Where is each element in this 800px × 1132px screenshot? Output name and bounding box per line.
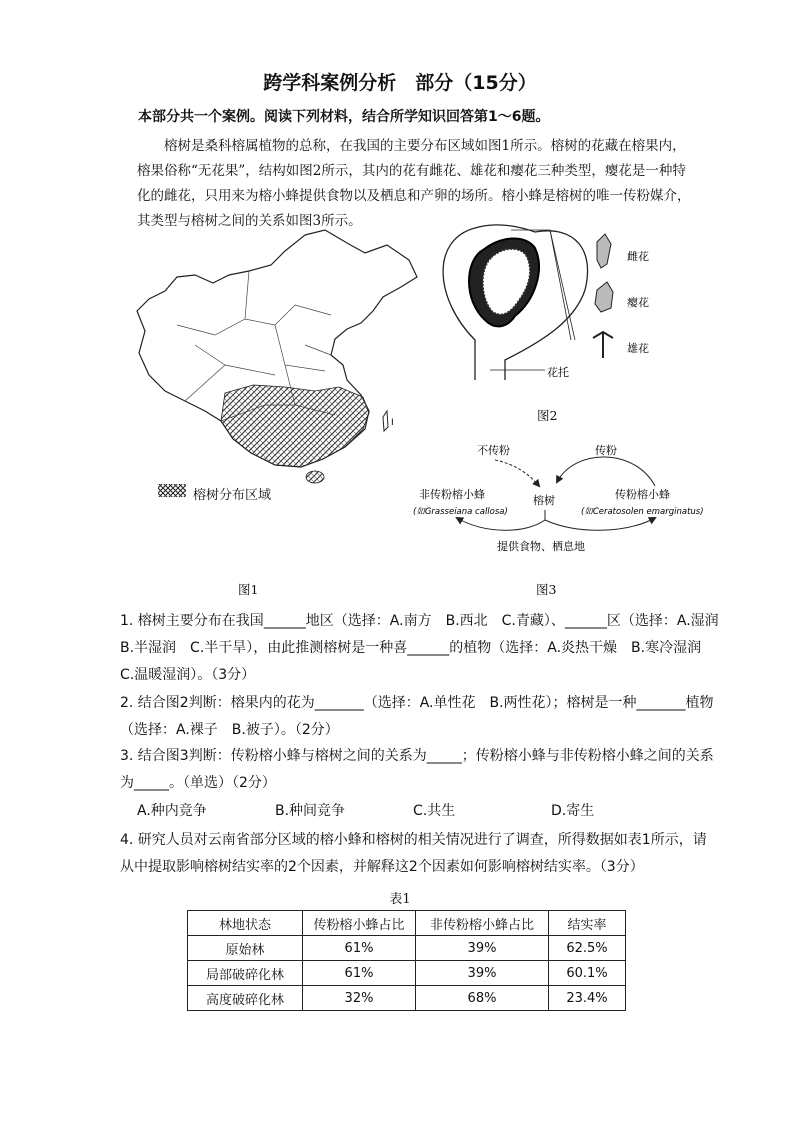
fig-structure-figure bbox=[435, 220, 665, 400]
figure-3-label: 图3 bbox=[536, 582, 557, 597]
provide-food-label: 提供食物、栖息地 bbox=[497, 540, 585, 553]
pollinating-wasp: 传粉榕小蜂 bbox=[615, 488, 670, 501]
cell: 原始林 bbox=[188, 936, 303, 961]
col-pollinating-ratio: 传粉榕小蜂占比 bbox=[303, 911, 416, 936]
col-fruit-rate: 结实率 bbox=[549, 911, 626, 936]
table-row bbox=[188, 961, 626, 986]
figure-1-label: 图1 bbox=[238, 582, 259, 597]
question-1: 1. 榕树主要分布在我国______地区（选择：A.南方 B.西北 C.青藏）、______区（选择：A.湿润 B.半湿润 C.半干旱），由此推测榕树是一种喜______的植物（选择：A.炎热干燥 B.寒冷湿润 C.温暖湿润）。（3分） bbox=[120, 613, 733, 683]
survey-table bbox=[187, 910, 626, 1011]
not-pollinate-arrow bbox=[495, 460, 539, 486]
not-pollinate-label: 不传粉 bbox=[477, 444, 510, 457]
pollinate-arrow bbox=[557, 457, 655, 486]
section-title: 跨学科案例分析 部分（15分） bbox=[263, 72, 537, 94]
cell: 39% bbox=[416, 936, 549, 961]
cell: 62.5% bbox=[549, 936, 626, 961]
cell: 高度破碎化林 bbox=[188, 986, 303, 1011]
cell: 68% bbox=[416, 986, 549, 1011]
banyan-node: 榕树 bbox=[533, 494, 555, 507]
question-3: 3. 结合图3判断：传粉榕小蜂与榕树之间的关系为_____；传粉榕小蜂与非传粉榕小蜂之间的关系为_____。（单选）（2分） bbox=[120, 748, 714, 791]
table-row bbox=[188, 936, 626, 961]
gall-flower-icon bbox=[595, 282, 613, 312]
flower-label-male: 雄花 bbox=[627, 342, 649, 355]
taiwan-island bbox=[383, 411, 388, 431]
non-pollinating-wasp-example: (如Grasseiana callosa) bbox=[413, 507, 508, 517]
table-header-row bbox=[188, 911, 626, 936]
hainan-island bbox=[306, 471, 324, 483]
question-3-options bbox=[137, 800, 697, 820]
figure-2-label: 图2 bbox=[537, 408, 558, 423]
flower-label-gall: 瘿花 bbox=[627, 296, 649, 309]
cell: 61% bbox=[303, 936, 416, 961]
food-arrow-right bbox=[545, 518, 655, 530]
option-b: B.种间竞争 bbox=[275, 803, 346, 819]
cell: 60.1% bbox=[549, 961, 626, 986]
case-paragraph: 榕树是桑科榕属植物的总称，在我国的主要分布区域如图1所示。榕树的花藏在榕果内，榕果俗称“无花果”，结构如图2所示，其内的花有雌花、雄花和瘿花三种类型，瘿花是一种特化的雌花，只用来为榕小蜂提供食物以及栖息和产卵的场所。榕小蜂是榕树的唯一传粉媒介，其类型与榕树之间的关系如图3所示。 bbox=[137, 138, 691, 229]
pollinate-label: 传粉 bbox=[595, 444, 617, 457]
table-row bbox=[188, 986, 626, 1011]
col-nonpollinating-ratio: 非传粉榕小蜂占比 bbox=[416, 911, 549, 936]
banyan-distribution-area bbox=[221, 385, 369, 467]
map-legend-label: 榕树分布区域 bbox=[193, 488, 272, 503]
option-c: C.共生 bbox=[413, 803, 456, 819]
option-a: A.种内竞争 bbox=[137, 803, 207, 819]
pollinating-wasp-example: (如Ceratosolen emarginatus) bbox=[581, 507, 704, 517]
question-2: 2. 结合图2判断：榕果内的花为_______（选择：A.单性花 B.两性花）；榕树是一种_______植物（选择：A.裸子 B.被子）。（2分） bbox=[120, 695, 714, 738]
section-intro: 本部分共一个案例。阅读下列材料，结合所学知识回答第1～6题。 bbox=[138, 109, 550, 125]
cell: 32% bbox=[303, 986, 416, 1011]
cell: 61% bbox=[303, 961, 416, 986]
male-flower-icon bbox=[593, 332, 613, 358]
col-forest-state: 林地状态 bbox=[188, 911, 303, 936]
flower-label-female: 雌花 bbox=[627, 250, 649, 263]
legend-hatch-swatch bbox=[158, 483, 186, 499]
female-flower-icon bbox=[597, 234, 611, 268]
relationship-diagram bbox=[405, 438, 715, 563]
non-pollinating-wasp: 非传粉榕小蜂 bbox=[419, 488, 485, 501]
option-d: D.寄生 bbox=[551, 803, 595, 819]
china-map-figure bbox=[125, 215, 425, 485]
receptacle-label: 花托 bbox=[547, 366, 569, 379]
island-mark: I bbox=[391, 418, 394, 428]
question-4: 4. 研究人员对云南省部分区域的榕小蜂和榕树的相关情况进行了调查，所得数据如表1所示，请从中提取影响榕树结实率的2个因素，并解释这2个因素如何影响榕树结实率。（3分） bbox=[120, 832, 707, 875]
cell: 局部破碎化林 bbox=[188, 961, 303, 986]
cell: 23.4% bbox=[549, 986, 626, 1011]
table-caption: 表1 bbox=[389, 892, 411, 907]
cell: 39% bbox=[416, 961, 549, 986]
